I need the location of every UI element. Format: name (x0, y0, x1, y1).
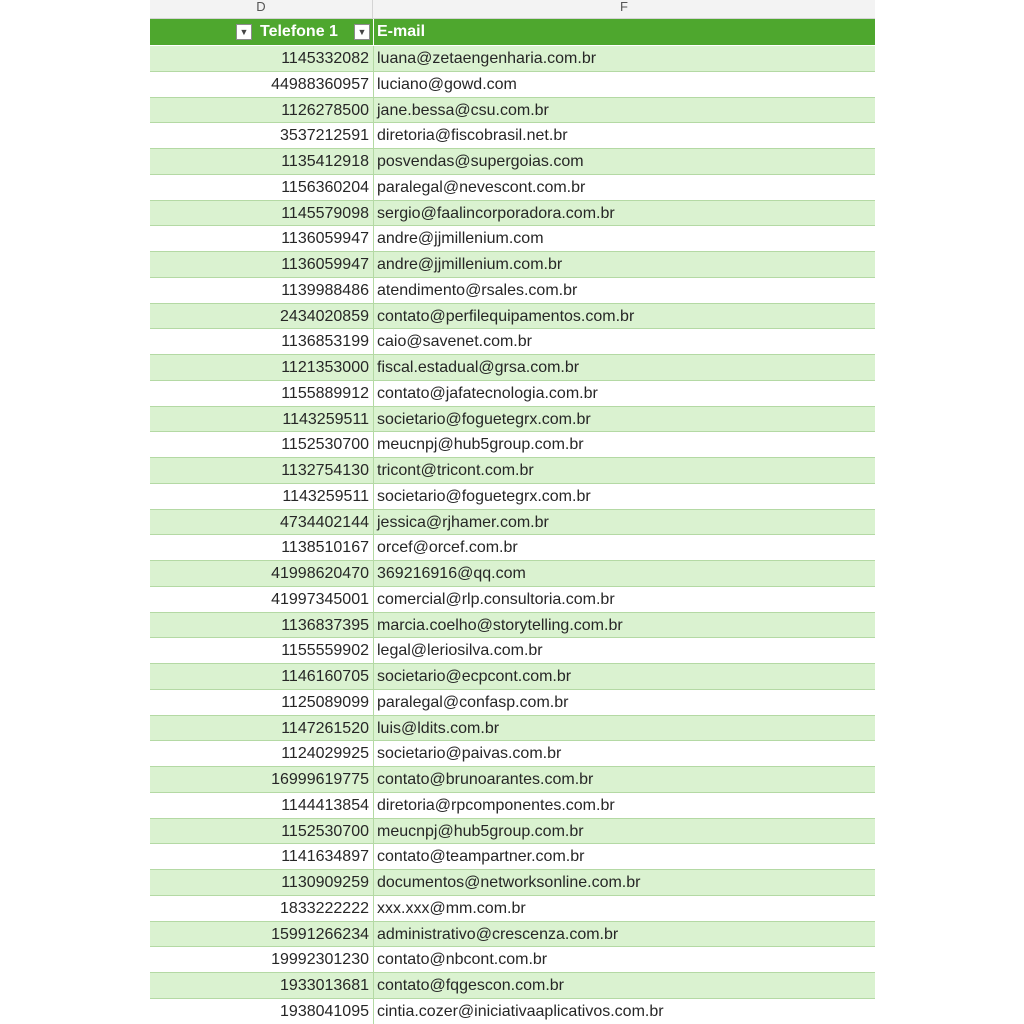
cell-divider (373, 252, 374, 277)
cell-divider (373, 999, 374, 1024)
cell-divider (373, 201, 374, 226)
table-row (150, 638, 875, 664)
table-row (150, 252, 875, 278)
column-header-row (150, 0, 875, 19)
table-row (150, 716, 875, 742)
filter-dropdown-icon[interactable]: ▼ (354, 24, 370, 40)
cell-phone[interactable]: 41997345001 (271, 590, 369, 608)
cell-phone[interactable]: 2434020859 (280, 307, 369, 325)
table-row (150, 72, 875, 98)
table-row (150, 381, 875, 407)
cell-divider (373, 870, 374, 895)
cell-phone[interactable]: 1139988486 (281, 281, 369, 299)
cell-phone[interactable]: 1933013681 (280, 977, 369, 994)
cell-divider (373, 458, 374, 483)
table-row (150, 613, 875, 639)
cell-phone[interactable]: 1156360204 (281, 178, 369, 196)
cell-email[interactable]: tricont@tricont.com.br (377, 462, 534, 479)
cell-divider (373, 355, 374, 380)
cell-email[interactable]: jessica@rjhamer.com.br (377, 513, 549, 531)
table-row (150, 922, 875, 948)
table-row (150, 304, 875, 330)
cell-email[interactable]: cintia.cozer@iniciativaaplicativos.com.br (377, 1002, 664, 1020)
cell-phone[interactable]: 1833222222 (280, 899, 369, 917)
cell-email[interactable]: andre@jjmillenium.com.br (377, 256, 563, 273)
cell-email[interactable]: sergio@faalincorporadora.com.br (377, 204, 615, 222)
table-row (150, 175, 875, 201)
cell-phone[interactable]: 16999619775 (271, 771, 369, 788)
cell-phone[interactable]: 1136837395 (281, 616, 369, 634)
cell-email[interactable]: luis@ldits.com.br (377, 719, 500, 737)
cell-divider (373, 149, 374, 174)
table-row (150, 767, 875, 793)
spreadsheet (150, 0, 875, 1024)
cell-divider (373, 432, 374, 457)
table-row (150, 407, 875, 433)
cell-email[interactable]: luana@zetaengenharia.com.br (377, 50, 597, 67)
cell-phone[interactable]: 1152530700 (281, 436, 369, 454)
cell-email[interactable]: diretoria@rpcomponentes.com.br (377, 796, 615, 814)
table-row (150, 999, 875, 1024)
cell-divider (373, 922, 374, 947)
cell-email[interactable]: caio@savenet.com.br (377, 333, 532, 351)
column-header-f[interactable]: F (620, 0, 628, 14)
table-row (150, 561, 875, 587)
table-row (150, 973, 875, 999)
table-row (150, 201, 875, 227)
cell-email[interactable]: contato@jafatecnologia.com.br (377, 384, 598, 402)
cell-phone[interactable]: 1136059947 (281, 230, 369, 248)
table-row (150, 844, 875, 870)
table-row (150, 947, 875, 973)
cell-divider (373, 329, 374, 354)
cell-phone[interactable]: 44988360957 (271, 75, 369, 93)
cell-divider (373, 973, 374, 998)
cell-divider (373, 278, 374, 303)
cell-email[interactable]: societario@foguetegrx.com.br (377, 410, 591, 428)
table-row (150, 149, 875, 175)
cell-divider (373, 664, 374, 689)
cell-divider (373, 819, 374, 844)
cell-email[interactable]: administrativo@crescenza.com.br (377, 925, 619, 943)
cell-phone[interactable]: 3537212591 (280, 127, 369, 145)
cell-divider (373, 793, 374, 818)
cell-email[interactable]: fiscal.estadual@grsa.com.br (377, 359, 580, 376)
filter-dropdown-icon[interactable]: ▼ (236, 24, 252, 40)
cell-phone[interactable]: 1155889912 (281, 384, 369, 402)
cell-email[interactable]: posvendas@supergoias.com (377, 153, 584, 170)
cell-phone[interactable]: 1145579098 (281, 204, 369, 222)
cell-phone[interactable]: 1125089099 (281, 693, 369, 711)
table-row (150, 535, 875, 561)
cell-phone[interactable]: 1136059947 (281, 256, 369, 273)
cell-phone[interactable]: 1143259511 (282, 487, 369, 505)
cell-email[interactable]: legal@leriosilva.com.br (377, 642, 543, 660)
cell-email[interactable]: luciano@gowd.com (377, 75, 517, 93)
cell-email[interactable]: comercial@rlp.consultoria.com.br (377, 590, 615, 608)
cell-email[interactable]: atendimento@rsales.com.br (377, 281, 578, 299)
table-row (150, 484, 875, 510)
cell-phone[interactable]: 1138510167 (281, 539, 369, 557)
cell-email[interactable]: contato@teampartner.com.br (377, 848, 585, 866)
cell-phone[interactable]: 1143259511 (282, 410, 369, 428)
table-row (150, 123, 875, 149)
cell-email[interactable]: andre@jjmillenium.com (377, 230, 544, 248)
table-row (150, 664, 875, 690)
table-row (150, 98, 875, 124)
cell-divider (373, 407, 374, 432)
cell-divider (373, 561, 374, 586)
cell-divider (373, 98, 374, 123)
cell-phone[interactable]: 1130909259 (281, 874, 369, 891)
cell-phone[interactable]: 1147261520 (281, 719, 369, 737)
table-row (150, 278, 875, 304)
table-row (150, 329, 875, 355)
cell-divider (373, 381, 374, 406)
cell-phone[interactable]: 1126278500 (281, 101, 369, 119)
cell-email[interactable]: paralegal@confasp.com.br (377, 693, 569, 711)
cell-divider (373, 175, 374, 200)
cell-email[interactable]: contato@perfilequipamentos.com.br (377, 307, 635, 325)
cell-email[interactable]: orcef@orcef.com.br (377, 539, 518, 557)
cell-divider (373, 510, 374, 535)
table-row (150, 690, 875, 716)
data-table (150, 19, 875, 1024)
cell-email[interactable]: societario@ecpcont.com.br (377, 668, 572, 685)
cell-phone[interactable]: 19992301230 (271, 951, 369, 969)
table-row (150, 741, 875, 767)
cell-phone[interactable]: 1155559902 (281, 642, 369, 660)
cell-divider (373, 46, 374, 71)
header-phone[interactable]: Telefone 1 (260, 23, 338, 40)
cell-phone[interactable]: 1938041095 (280, 1002, 369, 1020)
cell-email[interactable]: xxx.xxx@mm.com.br (377, 899, 526, 917)
header-email[interactable]: E-mail (377, 23, 426, 40)
cell-divider (373, 896, 374, 921)
cell-phone[interactable]: 41998620470 (271, 565, 369, 582)
cell-phone[interactable]: 1145332082 (281, 50, 369, 67)
cell-divider (373, 304, 374, 329)
cell-email[interactable]: marcia.coelho@storytelling.com.br (377, 616, 623, 634)
cell-email[interactable]: paralegal@nevescont.com.br (377, 178, 586, 196)
cell-divider (373, 844, 374, 869)
cell-phone[interactable]: 1141634897 (281, 848, 369, 866)
cell-phone[interactable]: 1146160705 (281, 668, 369, 685)
cell-email[interactable]: meucnpj@hub5group.com.br (377, 436, 584, 454)
cell-divider (373, 947, 374, 972)
cell-phone[interactable]: 1121353000 (281, 359, 369, 376)
table-row (150, 510, 875, 536)
table-header-row (150, 19, 875, 46)
cell-phone[interactable]: 1132754130 (281, 462, 369, 479)
cell-phone[interactable]: 1136853199 (281, 333, 369, 351)
table-row (150, 819, 875, 845)
cell-email[interactable]: societario@foguetegrx.com.br (377, 487, 591, 505)
cell-divider (373, 226, 374, 251)
cell-divider (373, 716, 374, 741)
header-divider (373, 19, 374, 45)
cell-email[interactable]: contato@nbcont.com.br (377, 951, 548, 969)
table-row (150, 355, 875, 381)
cell-email[interactable]: contato@brunoarantes.com.br (377, 771, 594, 788)
cell-divider (373, 123, 374, 148)
table-row (150, 793, 875, 819)
table-row (150, 458, 875, 484)
cell-divider (373, 484, 374, 509)
cell-phone[interactable]: 1144413854 (281, 796, 369, 814)
table-body (150, 46, 875, 1024)
cell-email[interactable]: jane.bessa@csu.com.br (377, 101, 549, 119)
cell-divider (373, 72, 374, 97)
cell-email[interactable]: societario@paivas.com.br (377, 745, 562, 763)
column-header-d[interactable]: D (150, 0, 373, 18)
table-row (150, 226, 875, 252)
cell-divider (373, 741, 374, 766)
cell-divider (373, 613, 374, 638)
cell-phone[interactable]: 4734402144 (280, 513, 369, 531)
cell-email[interactable]: meucnpj@hub5group.com.br (377, 822, 584, 840)
table-row (150, 432, 875, 458)
cell-divider (373, 638, 374, 663)
table-row (150, 587, 875, 613)
table-row (150, 46, 875, 72)
cell-divider (373, 690, 374, 715)
cell-divider (373, 587, 374, 612)
cell-phone[interactable]: 1135412918 (281, 153, 369, 170)
cell-phone[interactable]: 15991266234 (271, 925, 369, 943)
cell-email[interactable]: documentos@networksonline.com.br (377, 874, 641, 891)
cell-divider (373, 767, 374, 792)
table-row (150, 896, 875, 922)
cell-phone[interactable]: 1124029925 (281, 745, 369, 763)
table-row (150, 870, 875, 896)
cell-email[interactable]: 369216916@qq.com (377, 565, 526, 582)
cell-phone[interactable]: 1152530700 (281, 822, 369, 840)
cell-email[interactable]: contato@fqgescon.com.br (377, 977, 565, 994)
cell-divider (373, 535, 374, 560)
cell-email[interactable]: diretoria@fiscobrasil.net.br (377, 127, 568, 145)
